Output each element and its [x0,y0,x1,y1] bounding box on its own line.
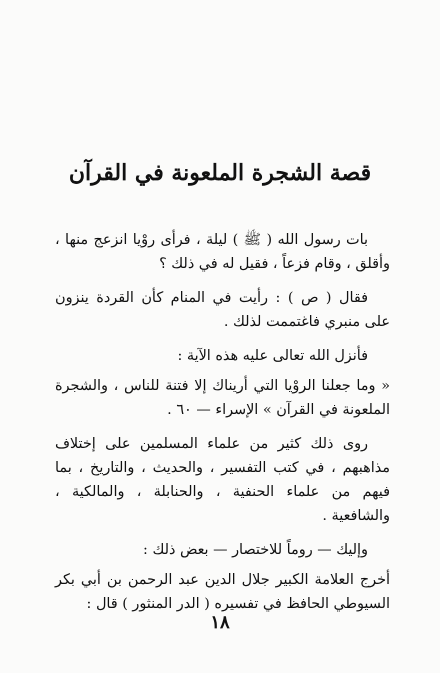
quran-quote: « وما جعلنا الروْيا التي أريناك إلا فتنة للناس ، والشجرة الملعونة في القرآن » الإسراء — ٦٠ . [55,378,390,418]
paragraph-7: أخرج العلامة الكبير جلال الدين عبد الرحمن بن أبي بكر السيوطي الحافظ في تفسيره ( الدر المنثور ) قال : [55,572,390,612]
page-number: ١٨ [210,612,230,633]
body-text [55,228,390,626]
paragraph-5: روى ذلك كثير من علماء المسلمين على إختلاف مذاهبهم ، في كتب التفسير ، والحديث ، والتاريخ ، بما فيهم من علماء الحنفية ، والحنابلة ، والمالكية ، والشافعية . [55,436,390,524]
paragraph-6: وإليك — روماً للاختصار — بعض ذلك : [143,542,368,558]
paragraph-2: فقال ( ص ) : رأيت في المنام كأن القردة ينزون على منبري فاغتممت لذلك . [55,290,390,330]
chapter-title: قصة الشجرة الملعونة في القرآن [68,160,372,186]
paragraph-3: فأنزل الله تعالى عليه هذه الآية : [177,348,368,364]
paragraph-1: بات رسول الله ( ﷺ ) ليلة ، فرأى روْيا انزعج منها ، وأقلق ، وقام فزعاً ، فقيل له في ذلك ؟ [55,232,390,272]
